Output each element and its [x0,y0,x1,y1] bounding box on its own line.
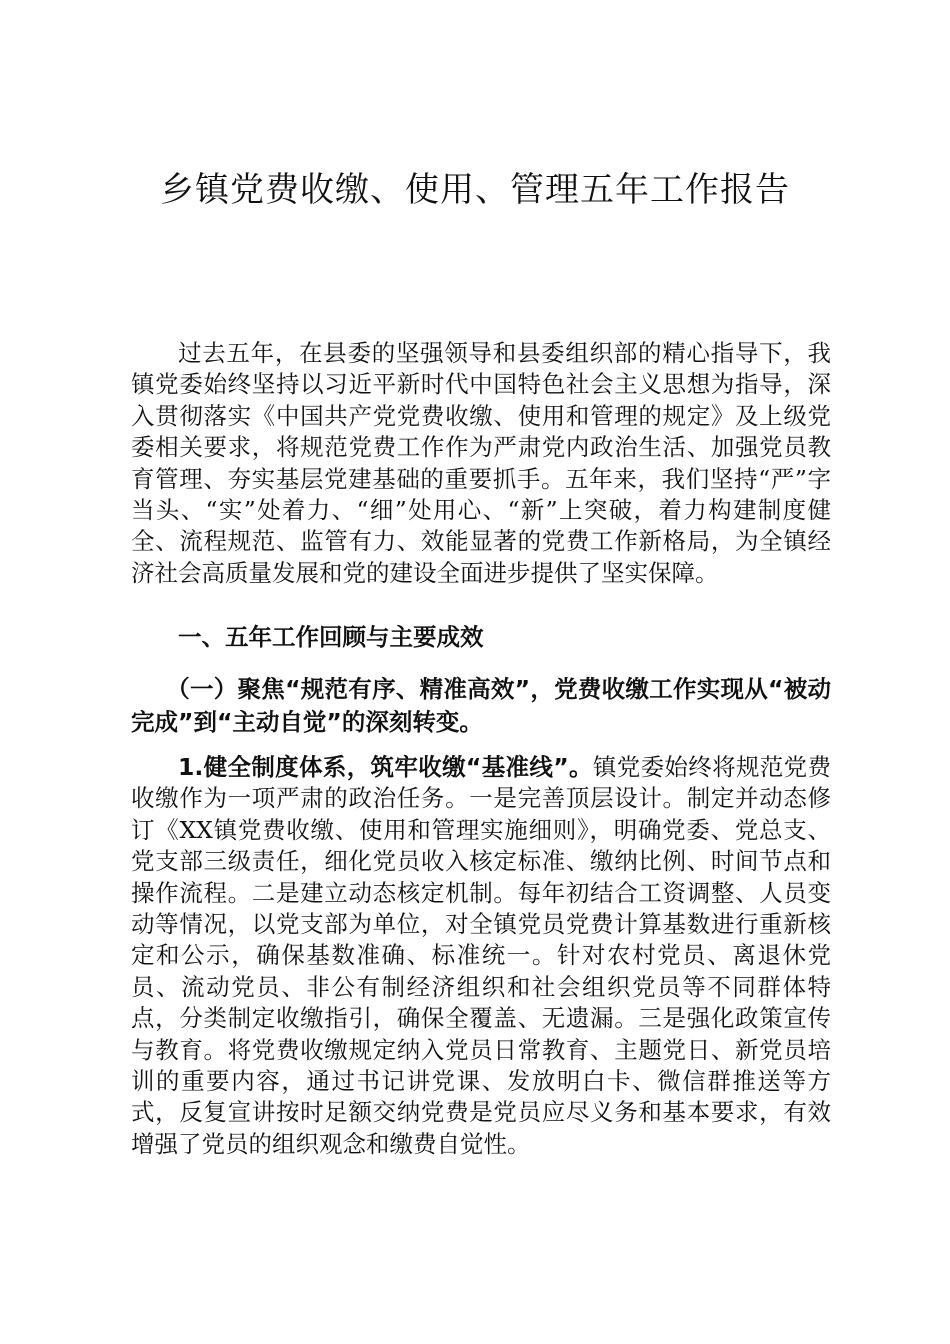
subsection-heading: （一）聚焦“规范有序、精准高效”，党费收缴工作实现从“被动完成”到“主动自觉”的深刻转变。 [131,675,831,736]
item-paragraph [131,752,831,1160]
item-text: 镇党委始终将规范党费收缴作为一项严肃的政治任务。一是完善顶层设计。制定并动态修订《XX镇党费收缴、使用和管理实施细则》，明确党委、党总支、党支部三级责任，细化党员收入核定标准、缴纳比例、时间节点和操作流程。二是建立动态核定机制。每年初结合工资调整、人员变动等情况，以党支部为单位，对全镇党员党费计算基数进行重新核定和公示，确保基数准确、标准统一。针对农村党员、离退休党员、流动党员、非公有制经济组织和社会组织党员等不同群体特点，分类制定收缴指引，确保全覆盖、无遗漏。三是强化政策宣传与教育。将党费收缴规定纳入党员日常教育、主题党日、新党员培训的重要内容，通过书记讲党课、发放明白卡、微信群推送等方式，反复宣讲按时足额交纳党费是党员应尽义务和基本要求，有效增强了党员的组织观念和缴费自觉性。 [131,753,831,1158]
section-heading: 一、五年工作回顾与主要成效 [178,623,484,651]
intro-paragraph: 过去五年，在县委的坚强领导和县委组织部的精心指导下，我镇党委始终坚持以习近平新时代中国特色社会主义思想为指导，深入贯彻落实《中国共产党党费收缴、使用和管理的规定》及上级党委相关要求，将规范党费工作作为严肃党内政治生活、加强党员教育管理、夯实基层党建基础的重要抓手。五年来，我们坚持“严”字当头、“实”处着力、“细”处用心、“新”上突破，着力构建制度健全、流程规范、监管有力、效能显著的党费工作新格局，为全镇经济社会高质量发展和党的建设全面进步提供了坚实保障。 [131,339,831,587]
document-title: 乡镇党费收缴、使用、管理五年工作报告 [160,170,790,210]
item-lead: 1.健全制度体系，筑牢收缴“基准线”。 [178,753,593,781]
